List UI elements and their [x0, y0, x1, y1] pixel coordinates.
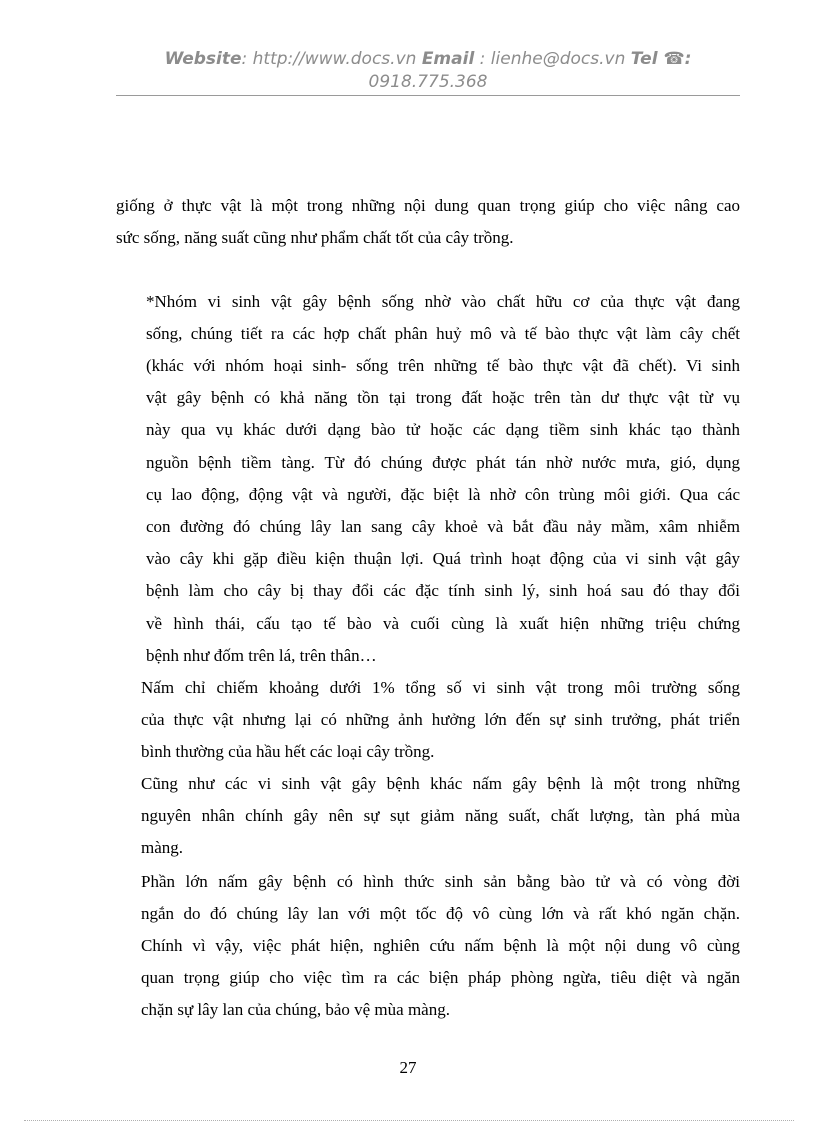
header-contact-line	[116, 48, 740, 71]
body-line: màng.	[141, 838, 184, 857]
email-address: : lienhe@docs.vn	[474, 49, 631, 69]
body-line: con đường đó chúng lây lan sang cây khoẻ và bắt đầu nảy mầm, xâm nhiễm	[146, 517, 740, 536]
body-line: vào cây khi gặp điều kiện thuận lợi. Quá trình hoạt động của vi sinh vật gây	[146, 549, 740, 568]
header-divider	[116, 95, 740, 96]
body-line: sống, chúng tiết ra các hợp chất phân huỷ mô và tế bào thực vật làm cây chết	[146, 324, 740, 343]
body-line: Cũng như các vi sinh vật gây bệnh khác nấm gây bệnh là một trong những	[141, 774, 740, 793]
page-number: 27	[399, 1058, 417, 1077]
body-line: của thực vật nhưng lại có những ảnh hưởng lớn đến sự sinh trưởng, phát triển	[141, 710, 740, 729]
body-line: (khác với nhóm hoại sinh- sống trên những tế bào thực vật đã chết). Vi sinh	[146, 356, 740, 375]
body-line: nguyên nhân chính gây nên sự sụt giảm năng suất, chất lượng, tàn phá mùa	[141, 806, 740, 825]
page-bottom-divider	[24, 1120, 794, 1121]
body-line: sức sống, năng suất cũng như phẩm chất tốt của cây trồng.	[116, 228, 514, 247]
body-line: nguồn bệnh tiềm tàng. Từ đó chúng được phát tán nhờ nước mưa, gió, dụng	[146, 453, 740, 472]
body-line: ngắn do đó chúng lây lan với một tốc độ vô cùng lớn và rất khó ngăn chặn.	[141, 904, 740, 923]
body-line: quan trọng giúp cho việc tìm ra các biện pháp phòng ngừa, tiêu diệt và ngăn	[141, 968, 740, 987]
body-line: bình thường của hầu hết các loại cây trồng.	[141, 742, 435, 761]
body-line: bệnh như đốm trên lá, trên thân…	[146, 646, 377, 665]
phone-number: 0918.775.368	[368, 72, 488, 92]
body-line: *Nhóm vi sinh vật gây bệnh sống nhờ vào chất hữu cơ của thực vật đang	[146, 292, 740, 311]
body-line: vật gây bệnh có khả năng tồn tại trong đất hoặc trên tàn dư thực vật từ vụ	[146, 388, 740, 407]
body-line: Phần lớn nấm gây bệnh có hình thức sinh sản bằng bào tử và có vòng đời	[141, 872, 740, 891]
body-line: cụ lao động, động vật và người, đặc biệt là nhờ côn trùng môi giới. Qua các	[146, 485, 740, 504]
website-url: : http://www.docs.vn	[241, 49, 422, 69]
body-line: Chính vì vậy, việc phát hiện, nghiên cứu nấm bệnh là một nội dung vô cùng	[141, 936, 740, 955]
tel-label: Tel ☎:	[630, 49, 692, 69]
body-line: giống ở thực vật là một trong những nội dung quan trọng giúp cho việc nâng cao	[116, 196, 740, 215]
website-label: Website	[164, 49, 242, 69]
page-header	[116, 48, 740, 94]
body-line: về hình thái, cấu tạo tế bào và cuối cùng là xuất hiện những triệu chứng	[146, 614, 740, 633]
body-line: bệnh làm cho cây bị thay đổi các đặc tính sinh lý, sinh hoá sau đó thay đổi	[146, 581, 740, 600]
body-line: chặn sự lây lan của chúng, bảo vệ mùa màng.	[141, 1000, 450, 1019]
body-line: Nấm chỉ chiếm khoảng dưới 1% tổng số vi sinh vật trong môi trường sống	[141, 678, 740, 697]
email-label: Email	[421, 49, 475, 69]
body-line: này qua vụ khác dưới dạng bào tử hoặc các dạng tiềm sinh khác tạo thành	[146, 420, 740, 439]
